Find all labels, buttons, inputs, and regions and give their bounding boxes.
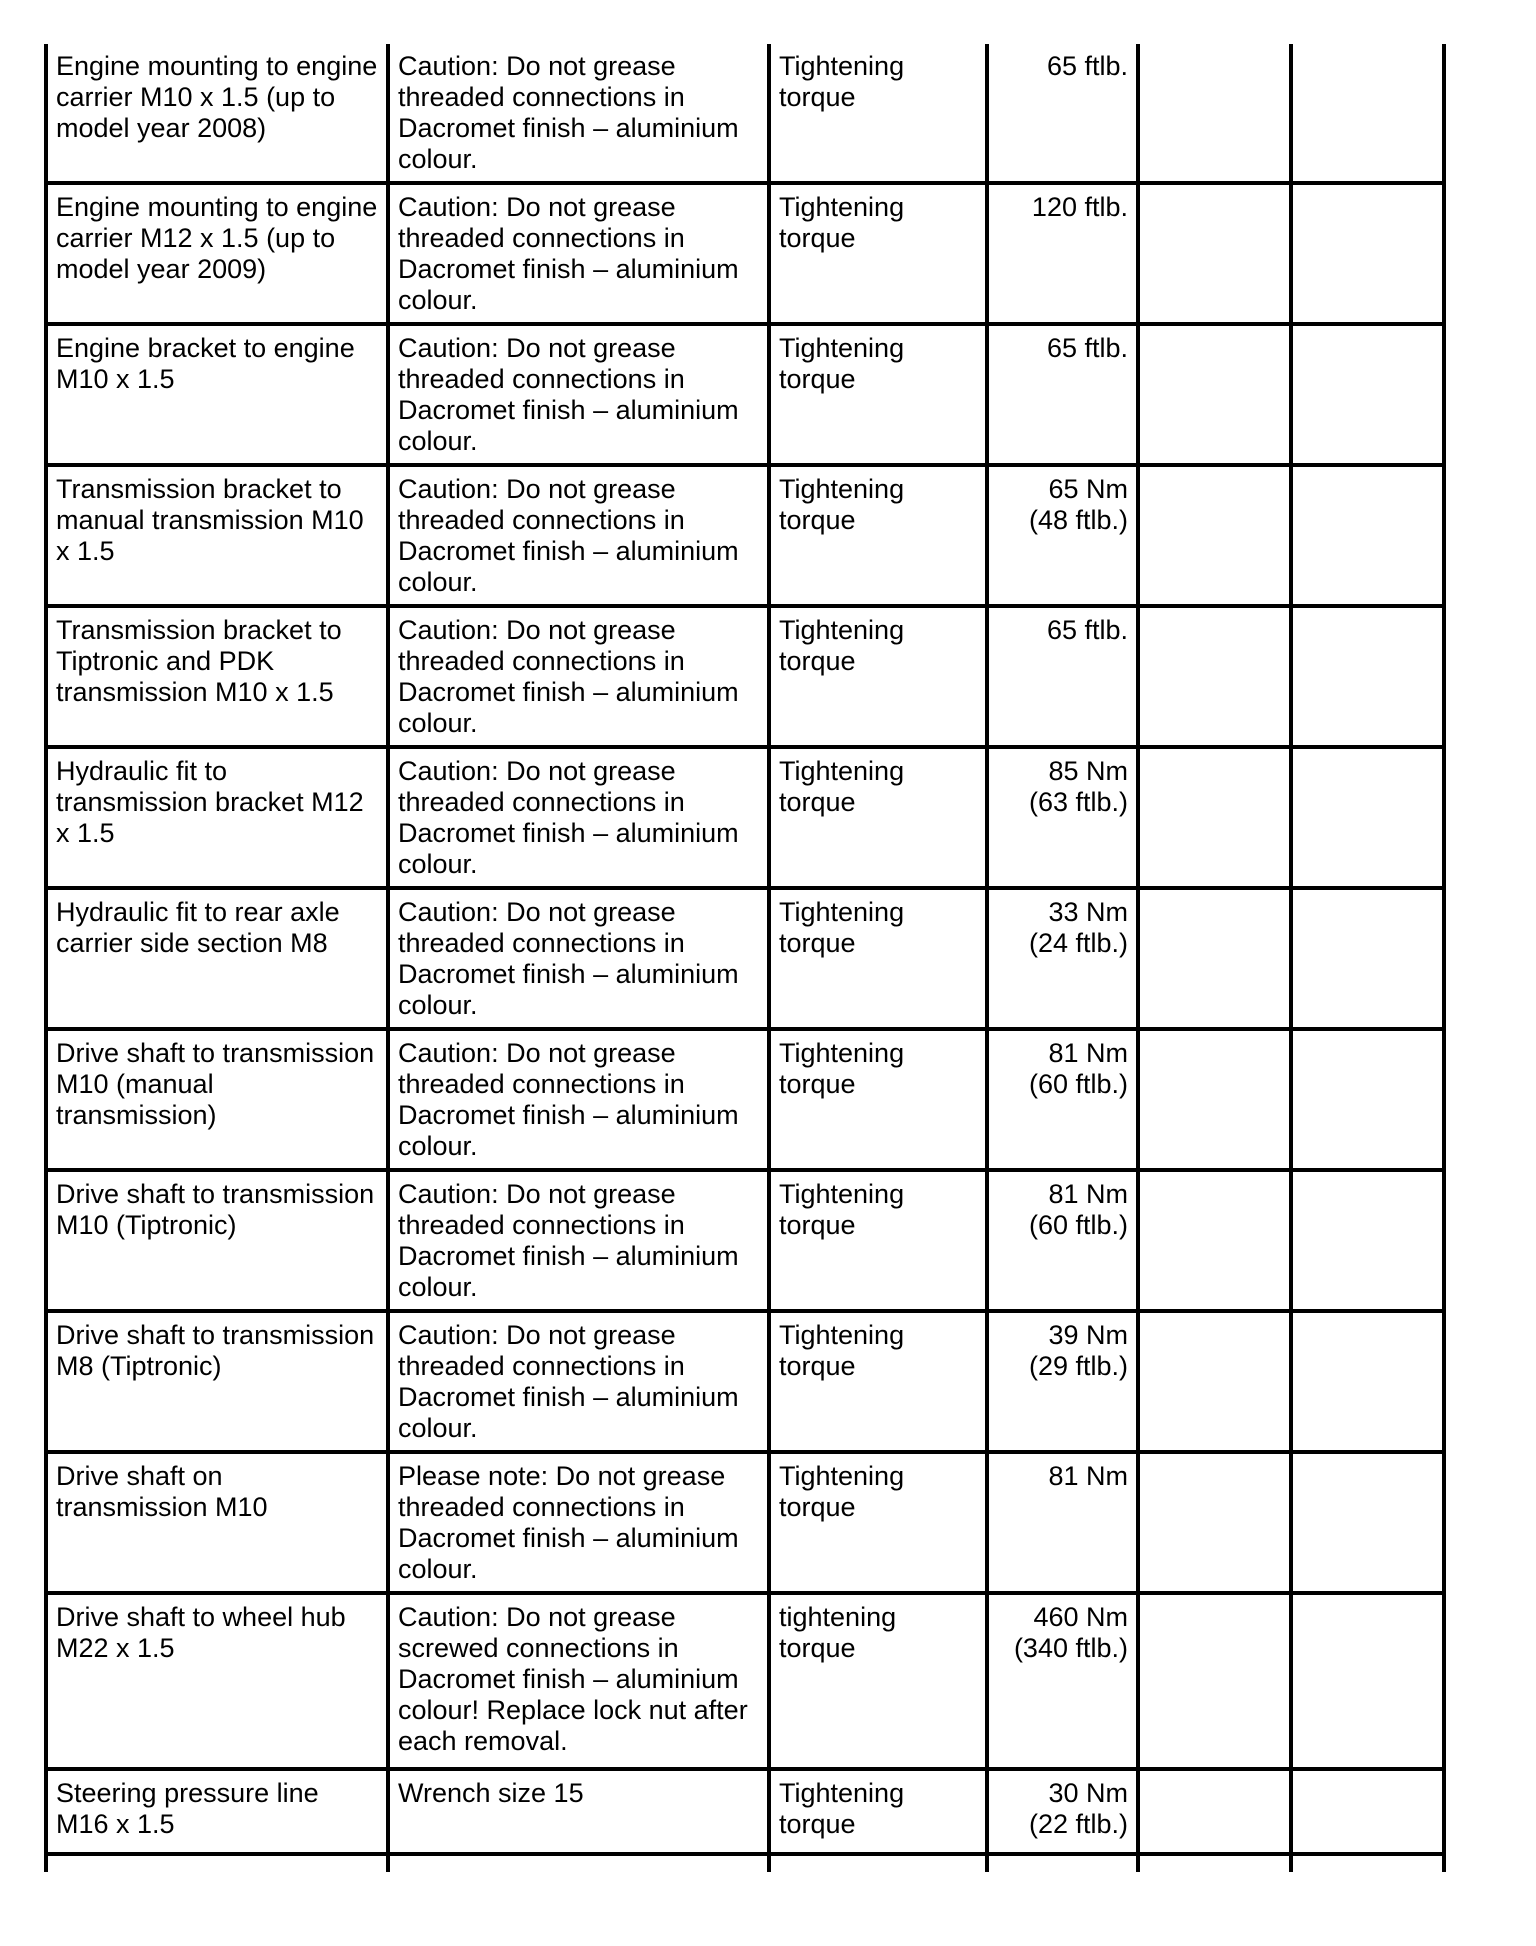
empty-cell [1291,747,1444,888]
table-row [46,183,1444,324]
note-cell: Caution: Do not grease screwed connections in Dacromet finish – aluminium colour! Replace lock nut after each removal. [388,1593,769,1769]
table-row [46,1452,1444,1593]
value-cell [987,324,1138,465]
empty-cell [1138,888,1291,1029]
empty-cell [1138,183,1291,324]
note-cell: Please note: Do not grease threaded connections in Dacromet finish – aluminium colour. [388,1452,769,1593]
spec-type-cell: Tightening torque [769,465,987,606]
component-cell: Drive shaft to transmission M10 (manual transmission) [46,1029,388,1170]
value-secondary: (22 ftlb.) [1028,1809,1128,1839]
value-cell [987,1769,1138,1854]
value-primary: 33 Nm [1048,897,1128,927]
value-primary: 65 ftlb. [1046,333,1128,363]
note-cell: Caution: Do not grease threaded connections in Dacromet finish – aluminium colour. [388,324,769,465]
spec-type-cell: Tightening torque [769,183,987,324]
note-cell: Caution: Do not grease threaded connections in Dacromet finish – aluminium colour. [388,606,769,747]
value-primary: 120 ftlb. [1031,192,1128,222]
empty-cell [1291,44,1444,183]
empty-cell [1138,1854,1291,1872]
table-row [46,1170,1444,1311]
value-secondary: (24 ftlb.) [1028,928,1128,958]
value-primary: 65 ftlb. [1046,615,1128,645]
empty-cell [46,1854,388,1872]
empty-cell [1138,1029,1291,1170]
empty-cell [1291,1593,1444,1769]
value-cell [987,465,1138,606]
value-primary: 81 Nm [1048,1179,1128,1209]
table-row-continuation [46,1854,1444,1872]
empty-cell [1291,606,1444,747]
value-primary: 85 Nm [1048,756,1128,786]
empty-cell [1138,1170,1291,1311]
value-secondary: (48 ftlb.) [1028,505,1128,535]
component-cell: Engine mounting to engine carrier M10 x 1.5 (up to model year 2008) [46,44,388,183]
component-cell: Engine bracket to engine M10 x 1.5 [46,324,388,465]
value-secondary: (340 ftlb.) [1013,1633,1128,1663]
spec-type-cell: Tightening torque [769,1452,987,1593]
value-primary: 81 Nm [1048,1038,1128,1068]
spec-type-cell: Tightening torque [769,44,987,183]
spec-type-cell: Tightening torque [769,747,987,888]
note-cell: Caution: Do not grease threaded connections in Dacromet finish – aluminium colour. [388,747,769,888]
value-cell [987,1452,1138,1593]
note-cell: Caution: Do not grease threaded connections in Dacromet finish – aluminium colour. [388,1170,769,1311]
note-cell: Caution: Do not grease threaded connections in Dacromet finish – aluminium colour. [388,465,769,606]
value-secondary: (63 ftlb.) [1028,787,1128,817]
note-cell: Caution: Do not grease threaded connections in Dacromet finish – aluminium colour. [388,1029,769,1170]
empty-cell [1291,1311,1444,1452]
empty-cell [1138,1311,1291,1452]
empty-cell [1291,465,1444,606]
component-cell: Drive shaft to transmission M8 (Tiptronic) [46,1311,388,1452]
empty-cell [1291,888,1444,1029]
table-row [46,1593,1444,1769]
value-primary: 460 Nm [1033,1602,1128,1632]
table-row [46,888,1444,1029]
spec-type-cell: Tightening torque [769,1170,987,1311]
empty-cell [1138,465,1291,606]
value-primary: 39 Nm [1048,1320,1128,1350]
empty-cell [1138,44,1291,183]
note-cell: Caution: Do not grease threaded connections in Dacromet finish – aluminium colour. [388,888,769,1029]
note-cell: Caution: Do not grease threaded connections in Dacromet finish – aluminium colour. [388,44,769,183]
table-row [46,465,1444,606]
value-secondary: (60 ftlb.) [1028,1210,1128,1240]
value-cell [987,888,1138,1029]
table-row [46,606,1444,747]
empty-cell [1291,1769,1444,1854]
empty-cell [1138,324,1291,465]
empty-cell [769,1854,987,1872]
spec-type-cell: Tightening torque [769,324,987,465]
note-cell: Caution: Do not grease threaded connections in Dacromet finish – aluminium colour. [388,183,769,324]
value-cell [987,183,1138,324]
value-cell [987,1593,1138,1769]
value-cell [987,1170,1138,1311]
spec-type-cell: Tightening torque [769,606,987,747]
value-cell [987,1311,1138,1452]
spec-type-cell: Tightening torque [769,888,987,1029]
component-cell: Steering pressure line M16 x 1.5 [46,1769,388,1854]
value-primary: 30 Nm [1048,1778,1128,1808]
empty-cell [388,1854,769,1872]
value-primary: 81 Nm [1048,1461,1128,1491]
value-cell [987,606,1138,747]
value-secondary: (60 ftlb.) [1028,1069,1128,1099]
spec-type-cell: Tightening torque [769,1029,987,1170]
component-cell: Engine mounting to engine carrier M12 x 1.5 (up to model year 2009) [46,183,388,324]
note-cell: Caution: Do not grease threaded connections in Dacromet finish – aluminium colour. [388,1311,769,1452]
component-cell: Hydraulic fit to transmission bracket M12 x 1.5 [46,747,388,888]
empty-cell [987,1854,1138,1872]
spec-type-cell: Tightening torque [769,1311,987,1452]
value-cell [987,44,1138,183]
spec-type-cell: tightening torque [769,1593,987,1769]
empty-cell [1291,1170,1444,1311]
table-row [46,747,1444,888]
empty-cell [1291,1029,1444,1170]
value-cell [987,747,1138,888]
empty-cell [1291,1854,1444,1872]
value-primary: 65 ftlb. [1046,51,1128,81]
table-row [46,1769,1444,1854]
empty-cell [1291,183,1444,324]
table-row [46,324,1444,465]
table-row [46,1029,1444,1170]
table-row [46,1311,1444,1452]
empty-cell [1138,606,1291,747]
empty-cell [1291,324,1444,465]
empty-cell [1291,1452,1444,1593]
value-primary: 65 Nm [1048,474,1128,504]
empty-cell [1138,1769,1291,1854]
component-cell: Transmission bracket to manual transmission M10 x 1.5 [46,465,388,606]
component-cell: Drive shaft on transmission M10 [46,1452,388,1593]
table-row [46,44,1444,183]
component-cell: Drive shaft to transmission M10 (Tiptronic) [46,1170,388,1311]
torque-spec-table [44,44,1446,1872]
component-cell: Drive shaft to wheel hub M22 x 1.5 [46,1593,388,1769]
component-cell: Transmission bracket to Tiptronic and PDK transmission M10 x 1.5 [46,606,388,747]
note-cell: Wrench size 15 [388,1769,769,1854]
empty-cell [1138,1452,1291,1593]
empty-cell [1138,1593,1291,1769]
value-cell [987,1029,1138,1170]
spec-type-cell: Tightening torque [769,1769,987,1854]
value-secondary: (29 ftlb.) [1028,1351,1128,1381]
empty-cell [1138,747,1291,888]
component-cell: Hydraulic fit to rear axle carrier side section M8 [46,888,388,1029]
